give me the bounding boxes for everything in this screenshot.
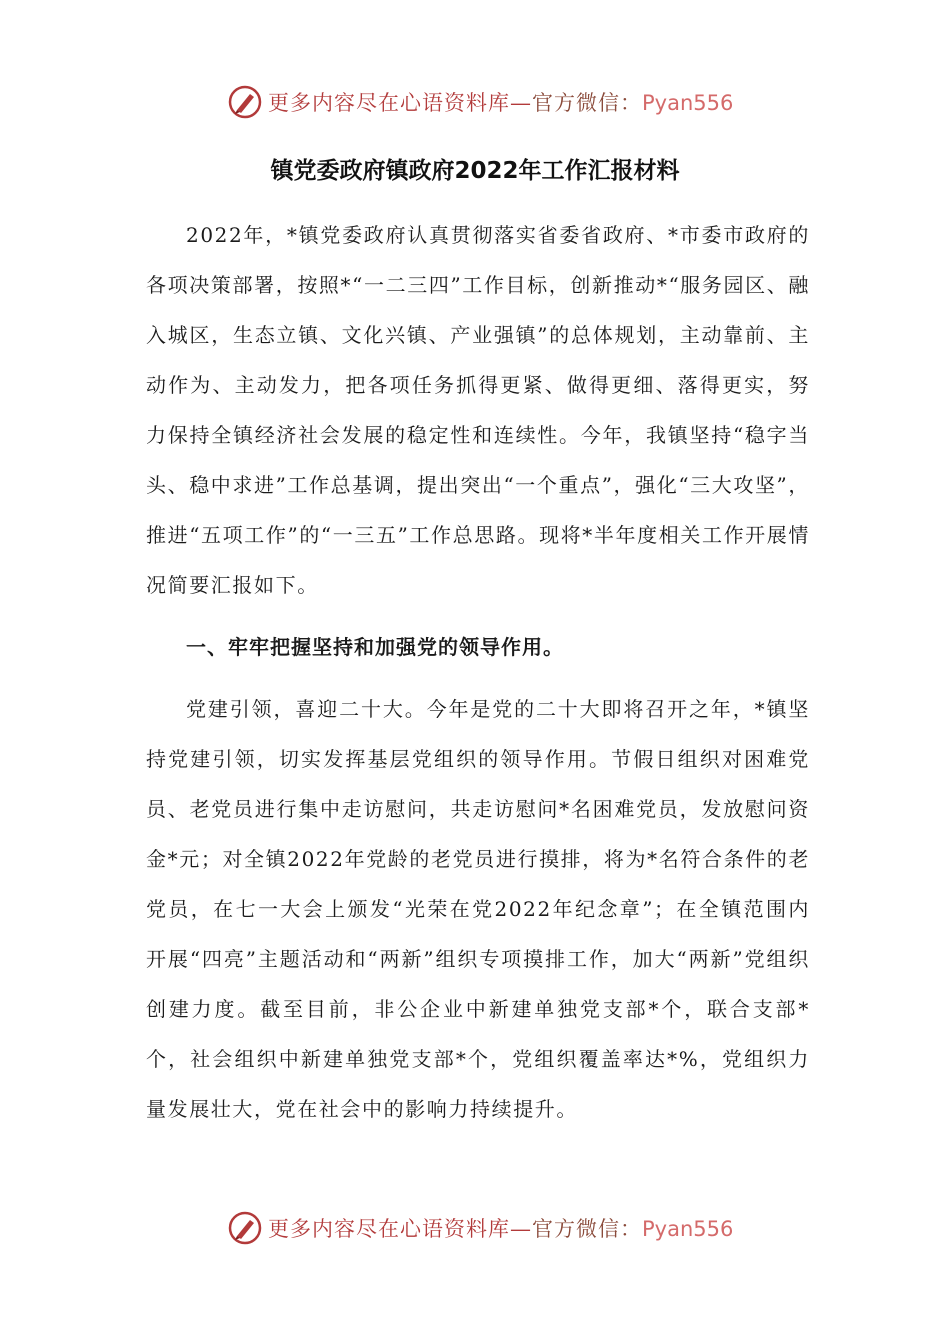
banner-main: 更多内容尽在心语资料库— [268,1217,532,1241]
banner-text [268,87,733,117]
banner-wechat-id: Pyan556 [642,1217,734,1241]
paragraph-party-building: 党建引领，喜迎二十大。今年是党的二十大即将召开之年，*镇坚持党建引领，切实发挥基层党组织的领导作用。节假日组织对困难党员、老党员进行集中走访慰问，共走访慰问*名困难党员，发放慰问资金*元；对全镇2022年党龄的老党员进行摸排，将为*名符合条件的老党员，在七一大会上颁发“光荣在党2022年纪念章”；在全镇范围内开展“四亮”主题活动和“两新”组织专项摸排工作，加大“两新”党组织创建力度。截至目前，非公企业中新建单独党支部*个，联合支部*个，社会组织中新建单独党支部*个，党组织覆盖率达*%，党组织力量发展壮大，党在社会中的影响力持续提升。 [146,697,810,1121]
banner-wechat-label: 官方微信： [532,1217,642,1241]
paragraph-intro: 2022年，*镇党委政府认真贯彻落实省委省政府、*市委市政府的各项决策部署，按照*“一二三四”工作目标，创新推动*“服务园区、融入城区，生态立镇、文化兴镇、产业强镇”的总体规划，主动靠前、主动作为、主动发力，把各项任务抓得更紧、做得更细、落得更实，努力保持全镇经济社会发展的稳定性和连续性。今年，我镇坚持“稳字当头、稳中求进”工作总基调，提出突出“一个重点”，强化“三大攻坚”，推进“五项工作”的“一三五”工作总思路。现将*半年度相关工作开展情况简要汇报如下。 [146,223,810,597]
footer-banner [228,1211,733,1245]
pen-logo-icon [228,85,262,119]
banner-main: 更多内容尽在心语资料库— [268,91,532,115]
banner-text [268,1213,733,1243]
pen-logo-icon [228,1211,262,1245]
banner-wechat-id: Pyan556 [642,91,734,115]
banner-wechat-label: 官方微信： [532,91,642,115]
header-banner [228,85,733,119]
document-title: 镇党委政府镇政府2022年工作汇报材料 [270,158,680,184]
section-heading-1: 一、牢牢把握坚持和加强党的领导作用。 [186,635,564,659]
document-body [146,210,810,1134]
